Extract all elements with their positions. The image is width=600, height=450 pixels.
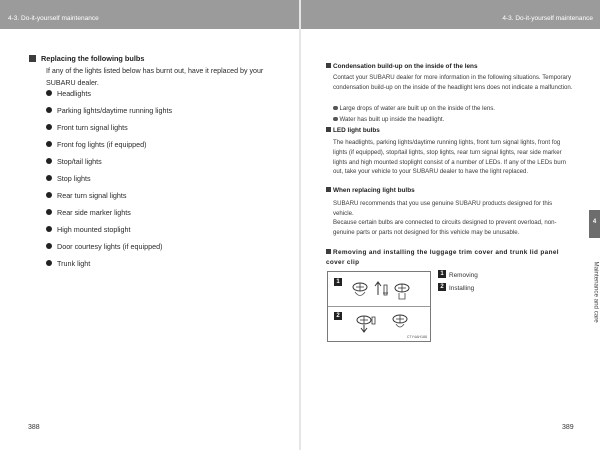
bulb-list-item: Trunk light: [46, 259, 90, 268]
section-square-icon: [29, 55, 36, 62]
condensation-bullet: Water has built up inside the headlight.: [333, 115, 573, 125]
right-header-title: 4-3. Do-it-yourself maintenance: [502, 15, 593, 22]
figure-divider: [328, 306, 430, 307]
bullet-dot-icon: [46, 243, 52, 249]
clip-removing-drawing: [350, 275, 418, 304]
condensation-heading: Condensation build-up on the inside of the lens: [326, 63, 478, 70]
chapter-tab: [589, 210, 600, 238]
step-label: Removing: [449, 272, 478, 279]
bullet-dot-icon: [46, 158, 52, 164]
section-square-icon: [326, 187, 331, 192]
section-square-icon: [326, 249, 331, 254]
page-gutter: [299, 0, 301, 450]
bullet-dot-icon: [46, 124, 52, 130]
replacing-bulbs-heading-right: When replacing light bulbs: [326, 187, 415, 194]
left-page-header: [0, 0, 299, 29]
clip-installing-drawing: [350, 309, 418, 335]
removing-installing-heading: Removing and installing the luggage trim cover and trunk lid panel cover clip: [326, 249, 559, 266]
chapter-label: Maintenance and care: [592, 261, 600, 323]
step-number-badge: 1: [334, 278, 342, 286]
section-square-icon: [326, 127, 331, 132]
step-legend-item: [438, 272, 478, 279]
bulb-list-item: Front fog lights (if equipped): [46, 140, 147, 149]
bullet-dot-icon: [333, 106, 338, 111]
bulb-list-item: Parking lights/daytime running lights: [46, 106, 172, 115]
left-page-number: 388: [28, 424, 40, 431]
right-page-number: 389: [562, 424, 574, 431]
condensation-body: Contact your SUBARU dealer for more information in the following situations. Temporary condensation build-up on the inside of the headlight lens does not indicate a malfunction.: [333, 74, 573, 91]
step-legend-item: [438, 285, 474, 292]
step-label: Installing: [449, 285, 475, 292]
replacing-bulbs-heading: Replacing the following bulbs: [29, 54, 144, 63]
bullet-dot-icon: [46, 260, 52, 266]
clip-illustration: [327, 271, 431, 342]
replacing-body-1: SUBARU recommends that you use genuine SUBARU products designed for this vehicle.: [333, 200, 553, 217]
led-body: The headlights, parking lights/daytime running lights, front turn signal lights, front fog lights (if equipped), stop/tail lights, stop lights, rear turn signal lights, rear side marker lights and high mounted stoplight consist of a number of LEDs. If any of the LEDs burn out, take your vehicle to your SUBARU dealer to have the light replaced.: [333, 139, 567, 176]
step-number-badge: 1: [438, 270, 446, 278]
bulb-list-item: Stop/tail lights: [46, 157, 102, 166]
condensation-bullet: Large drops of water are built up on the inside of the lens.: [333, 104, 573, 114]
bulb-list-item: Rear turn signal lights: [46, 191, 127, 200]
bulb-list-item: Door courtesy lights (if equipped): [46, 242, 162, 251]
bulb-list-item: Rear side marker lights: [46, 208, 131, 217]
bullet-dot-icon: [46, 226, 52, 232]
replacing-body-2: Because certain bulbs are connected to circuits designed to prevent overload, non-genuine parts or parts not designed for this vehicle may be unusable.: [333, 219, 557, 236]
bullet-dot-icon: [333, 117, 338, 122]
bulb-list-item: High mounted stoplight: [46, 225, 131, 234]
figure-code: CTY4AH188: [406, 335, 427, 339]
section-square-icon: [326, 63, 331, 68]
bullet-dot-icon: [46, 209, 52, 215]
bulb-list-item: Headlights: [46, 89, 91, 98]
left-header-title: 4-3. Do-it-yourself maintenance: [8, 15, 99, 22]
bullet-dot-icon: [46, 192, 52, 198]
bullet-dot-icon: [46, 107, 52, 113]
step-number-badge: 2: [438, 283, 446, 291]
bullet-dot-icon: [46, 175, 52, 181]
replacing-bulbs-intro: If any of the lights listed below has burnt out, have it replaced by your SUBARU dealer.: [46, 67, 264, 87]
bulb-list-item: Stop lights: [46, 174, 91, 183]
right-page-header: [301, 0, 600, 29]
bullet-dot-icon: [46, 141, 52, 147]
chapter-number: 4: [592, 219, 597, 225]
step-number-badge: 2: [334, 312, 342, 320]
led-heading: LED light bulbs: [326, 127, 380, 134]
bulb-list-item: Front turn signal lights: [46, 123, 128, 132]
bullet-dot-icon: [46, 90, 52, 96]
